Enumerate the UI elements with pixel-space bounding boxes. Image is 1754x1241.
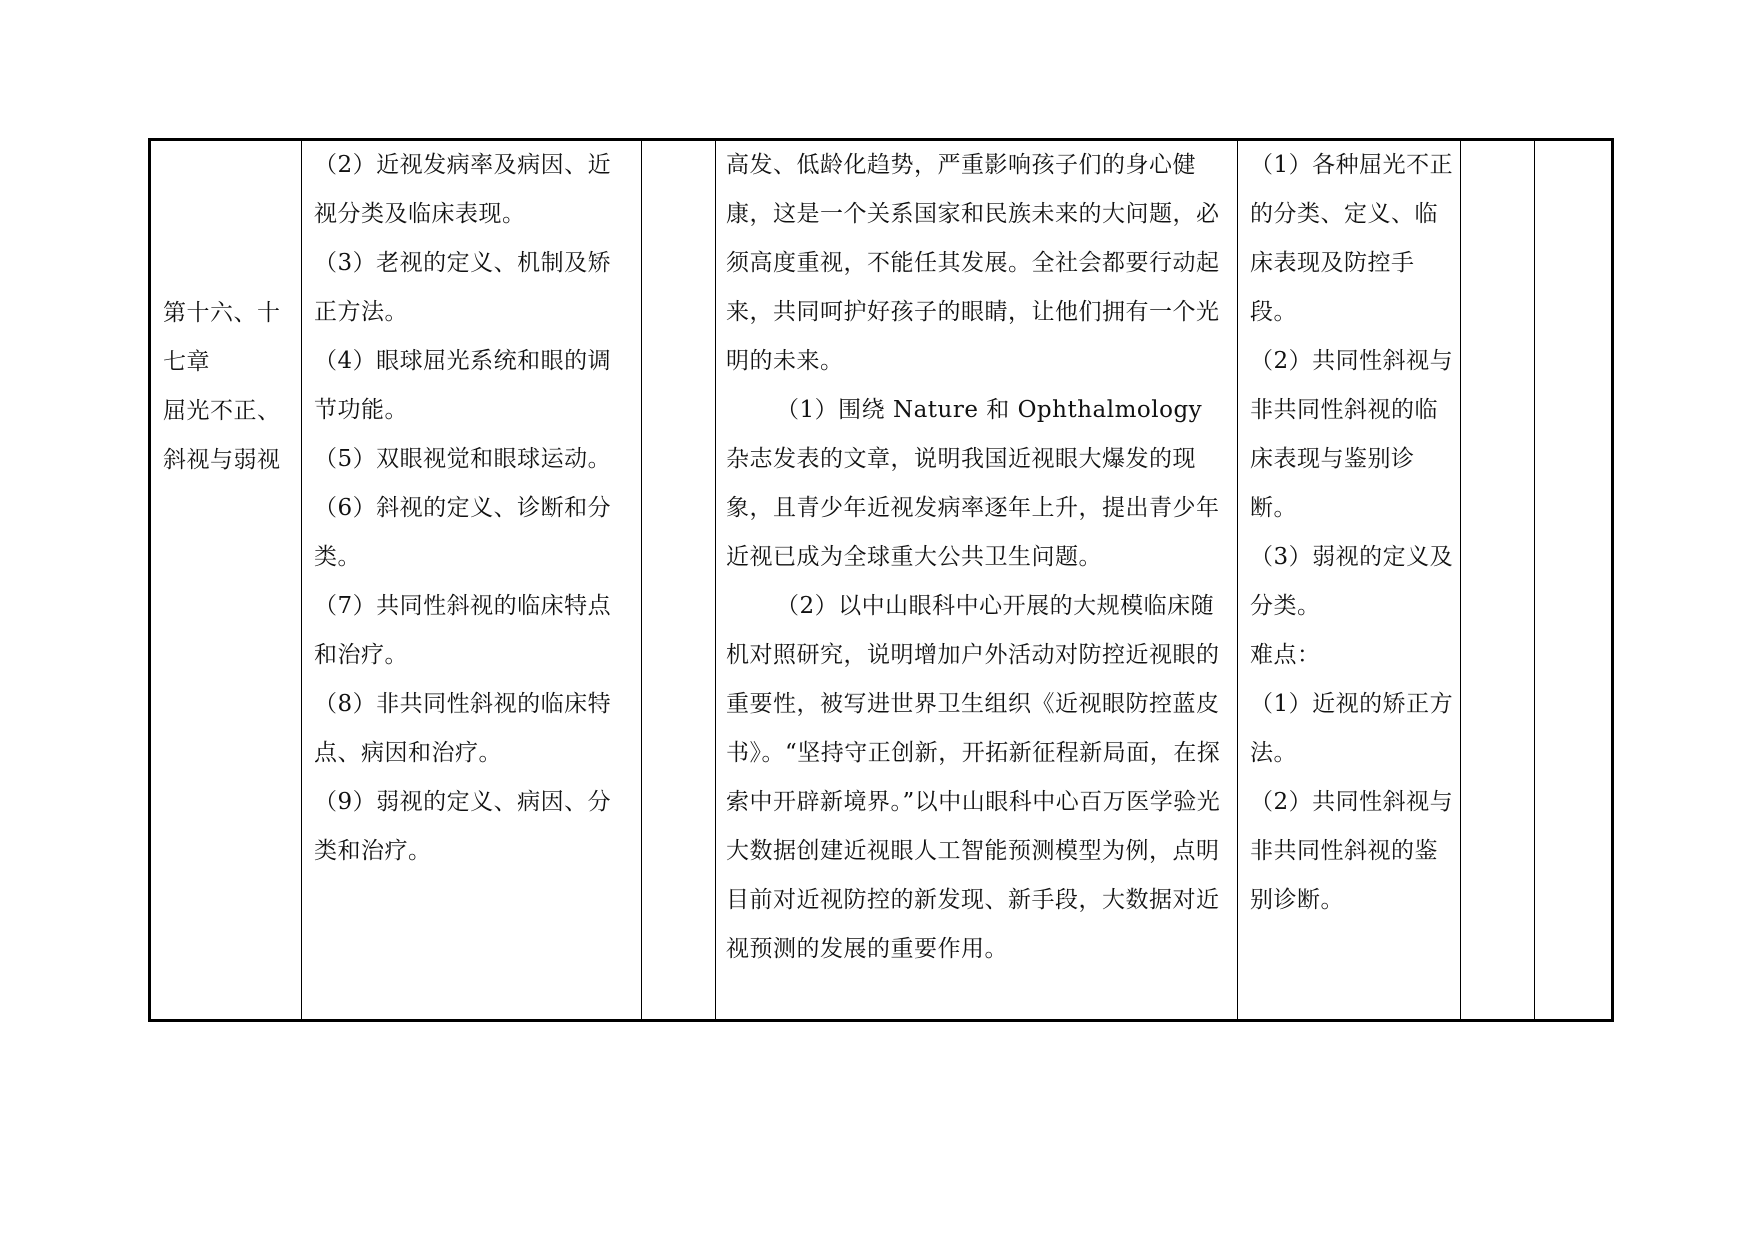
key-point-item: （1）各种屈光不正的分类、定义、临床表现及防控手段。 (1250, 152, 1454, 325)
key-point-item: （2）共同性斜视与非共同性斜视的临床表现与鉴别诊断。 (1250, 348, 1454, 521)
ideology-intro: 高发、低龄化趋势，严重影响孩子们的身心健康，这是一个关系国家和民族未来的大问题，必须高度重视，不能任其发展。全社会都要行动起来，共同呵护好孩子的眼睛，让他们拥有一个光明的未来。 (726, 152, 1220, 374)
content-item: （6）斜视的定义、诊断和分类。 (314, 495, 612, 570)
content-cell (301, 141, 641, 1019)
key-points-cell (1237, 141, 1460, 1019)
chapter-title-line: 七章 (163, 349, 210, 375)
difficulty-heading: 难点： (1250, 642, 1321, 668)
key-points-list (1250, 141, 1456, 925)
content-list (314, 141, 631, 876)
syllabus-table (148, 138, 1614, 1022)
key-point-item: （2）共同性斜视与非共同性斜视的鉴别诊断。 (1250, 789, 1454, 913)
chapter-title-line: 第十六、十 (163, 300, 281, 326)
ideology-point: （1）围绕 Nature 和 Ophthalmology 杂志发表的文章，说明我国近视眼大爆发的现象，且青少年近视发病率逐年上升，提出青少年近视已成为全球重大公共卫生问题。 (726, 397, 1220, 570)
empty-cell-hours (641, 141, 715, 1019)
content-item: （3）老视的定义、机制及矫正方法。 (314, 250, 612, 325)
content-item: （4）眼球屈光系统和眼的调节功能。 (314, 348, 612, 423)
empty-cell-method (1460, 141, 1534, 1019)
key-point-item: （1）近视的矫正方法。 (1250, 691, 1454, 766)
key-point-item: （3）弱视的定义及分类。 (1250, 544, 1454, 619)
content-item: （8）非共同性斜视的临床特点、病因和治疗。 (314, 691, 612, 766)
content-item: （2）近视发病率及病因、近视分类及临床表现。 (314, 152, 612, 227)
content-item: （7）共同性斜视的临床特点和治疗。 (314, 593, 612, 668)
empty-cell-notes (1534, 141, 1614, 1019)
chapter-title-line: 斜视与弱视 (163, 447, 281, 473)
ideology-point: （2）以中山眼科中心开展的大规模临床随机对照研究，说明增加户外活动对防控近视眼的重要性，被写进世界卫生组织《近视眼防控蓝皮书》。“坚持守正创新，开拓新征程新局面，在探索中开辟新境界。”以中山眼科中心百万医学验光大数据创建近视眼人工智能预测模型为例，点明目前对近视防控的新发现、新手段，大数据对近视预测的发展的重要作用。 (726, 593, 1221, 962)
content-item: （9）弱视的定义、病因、分类和治疗。 (314, 789, 612, 864)
chapter-cell (151, 141, 301, 1019)
chapter-title (163, 289, 297, 485)
ideology-text (726, 141, 1233, 974)
ideology-cell (715, 141, 1237, 1019)
content-item: （5）双眼视觉和眼球运动。 (314, 446, 612, 472)
chapter-title-line: 屈光不正、 (163, 398, 281, 424)
